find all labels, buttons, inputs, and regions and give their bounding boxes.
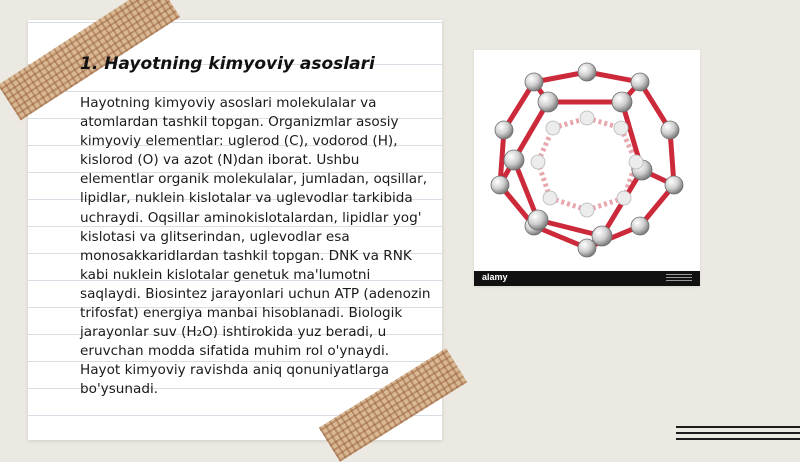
slide-title: 1. Hayotning kimyoviy asoslari: [80, 54, 375, 74]
watermark-bar: [474, 271, 700, 286]
decorative-lines: [676, 422, 800, 442]
watermark-meta-lines: [666, 274, 692, 282]
slide-body-text: Hayotning kimyoviy asoslari molekulalar va atomlardan tashkil topgan. Organizmlar asosiy kimyoviy elementlar: uglerod (C), vodorod (H), kislorod (O) va azot (N)dan iborat. Ushbu elementlar organik molekulalar, jumladan, oqsillar, lipidlar, nuklein kislotalar va uglevodlar tarkibida uchraydi. Oqsillar aminokislotalardan, lipidlar yog' kislotasi va glitserindan, uglevodlar esa monosakkaridlardan tashkil topgan. DNK va RNK kabi nuklein kislotalar genetuk ma'lumotni saqlaydi. Biosintez jarayonlari uchun ATP (adenozin trifosfat) energiya manbai hisoblanadi. Biologik jarayonlar suv (H₂O) ishtirokida yuz beradi, u eruvchan modda sifatida muhim rol o'ynaydi. Hayot kimyoviy ravishda aniq qonuniyatlarga bo'ysunadi.: [80, 95, 431, 398]
alamy-logo: alamy: [482, 272, 508, 282]
hydrogen-atoms: [491, 63, 683, 257]
molecule-illustration: [474, 50, 700, 272]
back-atoms: [531, 111, 643, 217]
molecule-image: [474, 50, 700, 286]
